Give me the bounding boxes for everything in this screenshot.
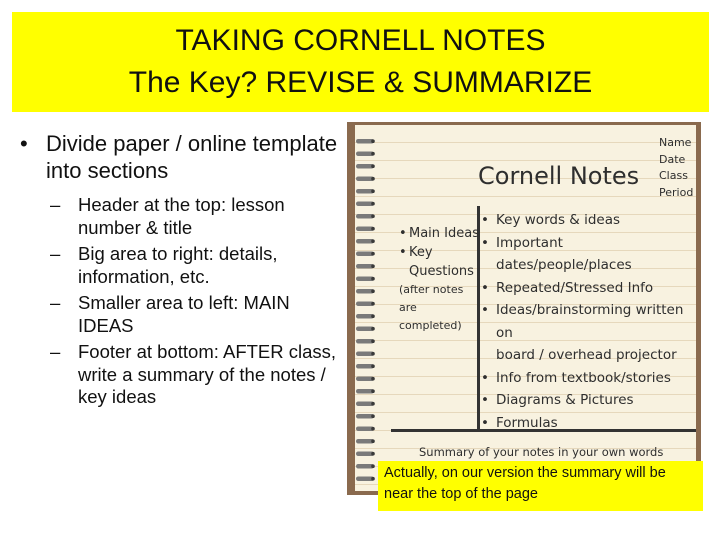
sub-bullet: – Footer at bottom: AFTER class, write a summary of the notes / key ideas — [50, 341, 340, 409]
bullet-main-text: Divide paper / online template into sections — [46, 131, 338, 183]
sub-bullet-text: Header at the top: lesson number & title — [78, 194, 285, 238]
cue-note: (after notes are completed) — [399, 283, 464, 332]
sub-bullet-list — [20, 194, 340, 409]
callout-note: Actually, on our version the summary will be near the top of the page — [378, 461, 703, 511]
notes-item: Repeated/Stressed Info — [496, 279, 654, 296]
slide-subtitle: The Key? REVISE & SUMMARIZE — [128, 66, 593, 99]
sub-bullet: – Smaller area to left: MAIN IDEAS — [50, 292, 340, 337]
notes-item: Info from textbook/stories — [496, 369, 671, 386]
sub-bullet: – Big area to right: details, information, etc. — [50, 243, 340, 288]
cue-column: • Main Ideas • Key Questions (after notes are completed) — [399, 224, 479, 335]
sub-bullet-text: Big area to right: details, information, etc. — [78, 243, 278, 287]
title-banner — [12, 12, 709, 112]
notes-item: Key words & ideas — [496, 212, 621, 228]
notebook-paper — [355, 125, 696, 491]
cornell-notebook-image — [347, 122, 701, 495]
notes-item: Important dates/people/places — [496, 234, 632, 273]
notes-item: board / overhead projector — [496, 347, 677, 363]
sub-bullet-text: Footer at bottom: AFTER class, write a summary of the notes / key ideas — [78, 341, 337, 407]
cue-item: Main Ideas — [409, 226, 479, 241]
cue-item: Key Questions — [409, 245, 474, 279]
bullet-list — [20, 130, 340, 413]
spiral-binding-icon — [355, 135, 379, 485]
notes-item: Diagrams & Pictures — [496, 392, 634, 408]
notes-item: Formulas — [496, 414, 558, 431]
bullet-dot: • — [20, 131, 28, 156]
sub-bullet-text: Smaller area to left: MAIN IDEAS — [78, 292, 290, 336]
summary-label: Summary of your notes in your own words — [419, 445, 664, 459]
sub-bullet: – Header at the top: lesson number & title — [50, 194, 340, 239]
bullet-main — [20, 130, 340, 184]
notes-column: • Key words & ideas • Important dates/people/places • Repeated/Stressed Info • Ideas/brainstorming written on board / overhead projector • Info from textbook/stories • Diagrams & Pictures • Formulas — [481, 209, 696, 434]
notebook-title: Cornell Notes — [478, 162, 640, 190]
notebook-header-fields: Name Date Class Period — [659, 136, 694, 199]
slide-title: TAKING CORNELL NOTES — [175, 24, 546, 57]
notes-item: Ideas/brainstorming written on — [496, 302, 684, 341]
